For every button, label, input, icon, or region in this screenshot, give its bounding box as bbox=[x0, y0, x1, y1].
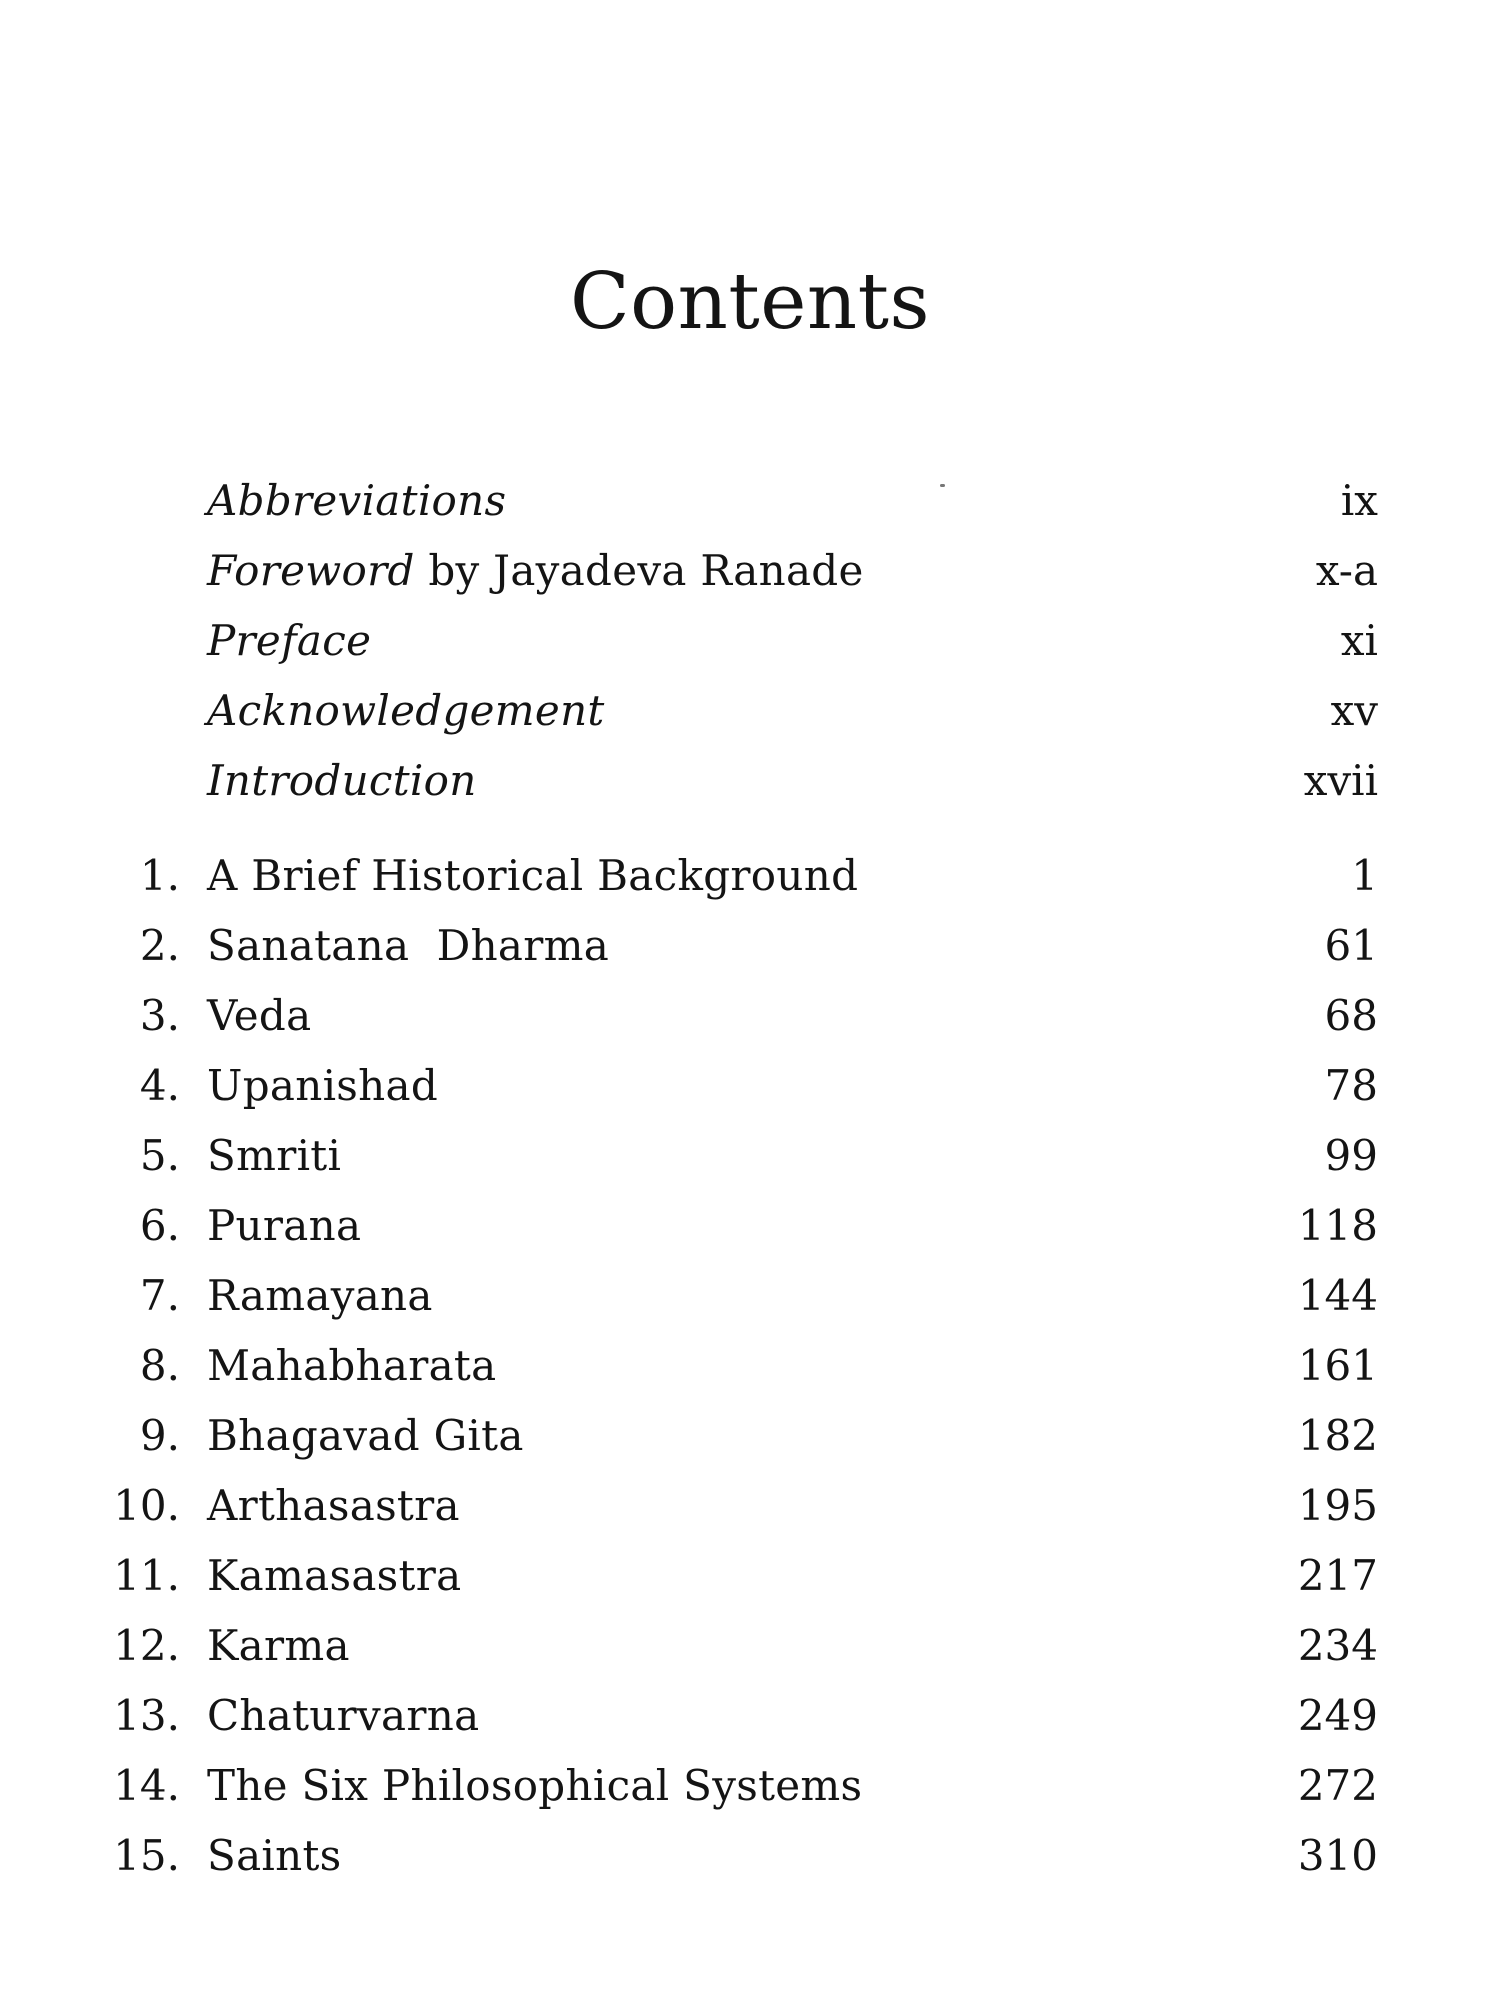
toc-page-number: xvii bbox=[1303, 756, 1378, 805]
toc-page-number: 310 bbox=[1297, 1831, 1378, 1880]
toc-chapter-5[interactable] bbox=[0, 1121, 1500, 1191]
chapter-title: Purana bbox=[207, 1201, 362, 1250]
toc-page-number: 61 bbox=[1324, 921, 1378, 970]
toc-page-number: 195 bbox=[1297, 1481, 1378, 1530]
page-title: Contents bbox=[570, 257, 930, 348]
toc-chapter-1[interactable] bbox=[0, 841, 1500, 911]
toc-chapter-15[interactable] bbox=[0, 1821, 1500, 1891]
toc-page-number: 272 bbox=[1297, 1761, 1378, 1810]
chapter-title: Veda bbox=[207, 991, 312, 1040]
toc-front-preface[interactable] bbox=[0, 606, 1500, 676]
toc-page-number: 78 bbox=[1324, 1061, 1378, 1110]
toc-chapter-7[interactable] bbox=[0, 1261, 1500, 1331]
toc-page-number: ix bbox=[1340, 476, 1378, 525]
chapter-number: 5. bbox=[139, 1131, 180, 1180]
chapter-number: 2. bbox=[139, 921, 180, 970]
toc-label: Abbreviations bbox=[207, 476, 507, 525]
chapter-number: 15. bbox=[113, 1831, 180, 1880]
toc-chapter-12[interactable] bbox=[0, 1611, 1500, 1681]
toc-front-introduction[interactable] bbox=[0, 746, 1500, 816]
toc-front-foreword[interactable] bbox=[0, 536, 1500, 606]
toc-page-number: x-a bbox=[1315, 546, 1378, 595]
chapter-number: 12. bbox=[113, 1621, 180, 1670]
toc-chapter-4[interactable] bbox=[0, 1051, 1500, 1121]
chapter-title: Karma bbox=[207, 1621, 350, 1670]
chapter-title: The Six Philosophical Systems bbox=[207, 1761, 863, 1810]
toc-page-number: 118 bbox=[1297, 1201, 1378, 1250]
chapter-title: Ramayana bbox=[207, 1271, 433, 1320]
chapter-title: Kamasastra bbox=[207, 1551, 462, 1600]
chapter-title: Bhagavad Gita bbox=[207, 1411, 524, 1460]
chapter-number: 9. bbox=[139, 1411, 180, 1460]
toc-page-number: xv bbox=[1330, 686, 1378, 735]
chapter-number: 13. bbox=[113, 1691, 180, 1740]
toc-chapter-9[interactable] bbox=[0, 1401, 1500, 1471]
toc-page-number: 144 bbox=[1297, 1271, 1378, 1320]
chapter-number: 3. bbox=[139, 991, 180, 1040]
chapter-title: Saints bbox=[207, 1831, 342, 1880]
toc-label: Acknowledgement bbox=[207, 686, 605, 735]
toc-page-number: 68 bbox=[1324, 991, 1378, 1040]
toc-chapter-2[interactable] bbox=[0, 911, 1500, 981]
toc-page-number: xi bbox=[1340, 616, 1378, 665]
toc-label: Preface bbox=[207, 616, 372, 665]
toc-chapter-13[interactable] bbox=[0, 1681, 1500, 1751]
chapter-number: 1. bbox=[139, 851, 180, 900]
toc-front-acknowledgement[interactable] bbox=[0, 676, 1500, 746]
chapter-title: Chaturvarna bbox=[207, 1691, 480, 1740]
toc-page-number: 182 bbox=[1297, 1411, 1378, 1460]
toc-page-number: 1 bbox=[1351, 851, 1378, 900]
toc-label: Introduction bbox=[207, 756, 477, 805]
toc-page-number: 99 bbox=[1324, 1131, 1378, 1180]
toc-chapter-8[interactable] bbox=[0, 1331, 1500, 1401]
chapter-number: 14. bbox=[113, 1761, 180, 1810]
toc-page-number: 217 bbox=[1297, 1551, 1378, 1600]
toc-page-number: 161 bbox=[1297, 1341, 1378, 1390]
toc-chapter-14[interactable] bbox=[0, 1751, 1500, 1821]
toc-label bbox=[207, 536, 864, 606]
toc-chapter-6[interactable] bbox=[0, 1191, 1500, 1261]
chapter-title: Arthasastra bbox=[207, 1481, 460, 1530]
chapter-title: A Brief Historical Background bbox=[207, 851, 859, 900]
toc-front-abbreviations[interactable] bbox=[0, 466, 1500, 536]
chapter-title: Upanishad bbox=[207, 1061, 439, 1110]
toc-chapter-3[interactable] bbox=[0, 981, 1500, 1051]
toc-chapter-10[interactable] bbox=[0, 1471, 1500, 1541]
chapter-number: 4. bbox=[139, 1061, 180, 1110]
chapter-title: Mahabharata bbox=[207, 1341, 497, 1390]
chapter-number: 6. bbox=[139, 1201, 180, 1250]
chapter-title: Smriti bbox=[207, 1131, 342, 1180]
chapter-number: 10. bbox=[113, 1481, 180, 1530]
toc-label-italic: Foreword bbox=[207, 546, 415, 595]
toc-label-author: by Jayadeva Ranade bbox=[414, 546, 864, 595]
chapter-number: 7. bbox=[139, 1271, 180, 1320]
chapter-number: 11. bbox=[113, 1551, 180, 1600]
chapter-number: 8. bbox=[139, 1341, 180, 1390]
toc-page-number: 249 bbox=[1297, 1691, 1378, 1740]
toc-page-number: 234 bbox=[1297, 1621, 1378, 1670]
toc-chapter-11[interactable] bbox=[0, 1541, 1500, 1611]
chapter-title: Sanatana Dharma bbox=[207, 921, 610, 970]
